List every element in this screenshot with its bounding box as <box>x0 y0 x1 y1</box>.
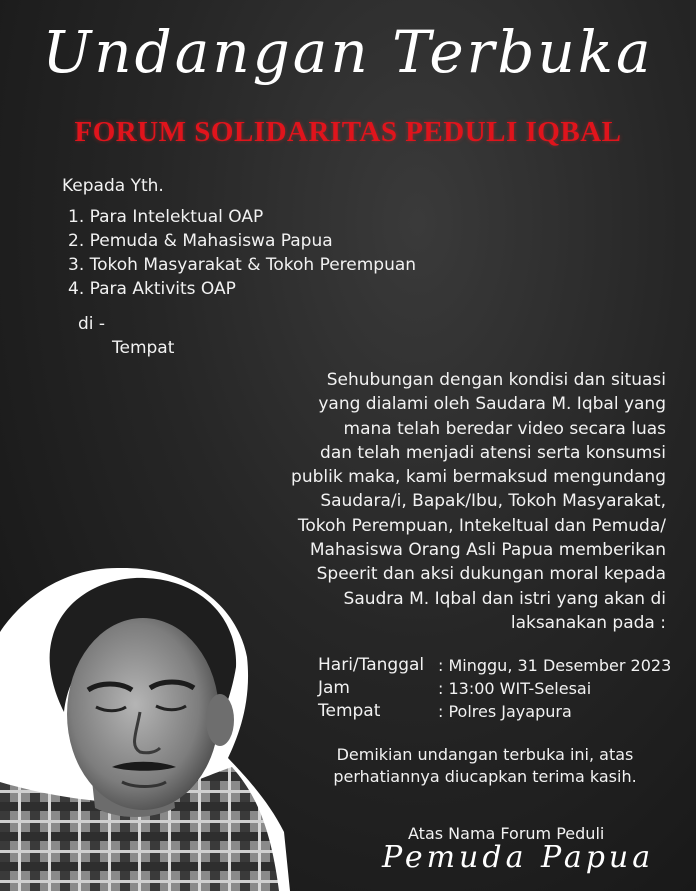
body-line: Sehubungan dengan kondisi dan situasi <box>326 370 666 390</box>
detail-row-time <box>318 677 671 700</box>
body-line: Speerit dan aksi dukungan moral kepada <box>316 564 666 585</box>
signature-org: Atas Nama Forum Peduli <box>408 824 605 843</box>
body-line: dan telah menjadi atensi serta konsumsi <box>320 442 666 463</box>
closing-line: Demikian undangan terbuka ini, atas <box>336 745 634 764</box>
body-line: publik maka, kami bermaksud mengundang <box>291 467 666 488</box>
recipient-item: 2. Pemuda & Mahasiswa Papua <box>68 231 333 251</box>
portrait-photo <box>0 562 290 891</box>
recipient-list <box>68 205 416 301</box>
body-line: yang dialami oleh Saudara M. Iqbal yang <box>318 394 666 415</box>
greeting: Kepada Yth. <box>62 176 164 196</box>
recipient-item: 4. Para Aktivits OAP <box>68 279 236 299</box>
signature-script: Pemuda Papua <box>382 840 655 875</box>
invitation-body <box>246 368 666 635</box>
body-line: Mahasiswa Orang Asli Papua memberikan <box>309 540 666 561</box>
detail-label: Hari/Tanggal <box>318 655 425 675</box>
body-line: Saudra M. Iqbal dan istri yang akan di <box>343 588 666 609</box>
detail-value: : 13:00 WIT-Selesai <box>438 679 592 698</box>
forum-subtitle: FORUM SOLIDARITAS PEDULI IQBAL <box>74 116 622 148</box>
body-line: laksanakan pada : <box>510 612 666 633</box>
detail-value: : Polres Jayapura <box>438 702 572 721</box>
closing-line: perhatiannya diucapkan terima kasih. <box>333 767 637 786</box>
event-details <box>318 654 671 723</box>
address-tempat: Tempat <box>112 338 175 358</box>
body-line: Saudara/i, Bapak/Ibu, Tokoh Masyarakat, <box>320 491 666 512</box>
detail-label: Tempat <box>318 701 381 721</box>
detail-value: : Minggu, 31 Desember 2023 <box>438 656 672 675</box>
detail-label: Jam <box>318 678 350 698</box>
detail-row-date <box>318 654 671 677</box>
address-di: di - <box>78 314 106 334</box>
invitation-title: Undangan Terbuka <box>42 18 654 86</box>
closing-text <box>330 744 640 788</box>
recipient-item: 1. Para Intelektual OAP <box>68 207 264 227</box>
detail-row-place <box>318 700 671 723</box>
body-line: mana telah beredar video secara luas <box>343 418 666 439</box>
recipient-item: 3. Tokoh Masyarakat & Tokoh Perempuan <box>68 255 417 275</box>
body-line: Tokoh Perempuan, Intekeltual dan Pemuda/ <box>297 515 666 536</box>
